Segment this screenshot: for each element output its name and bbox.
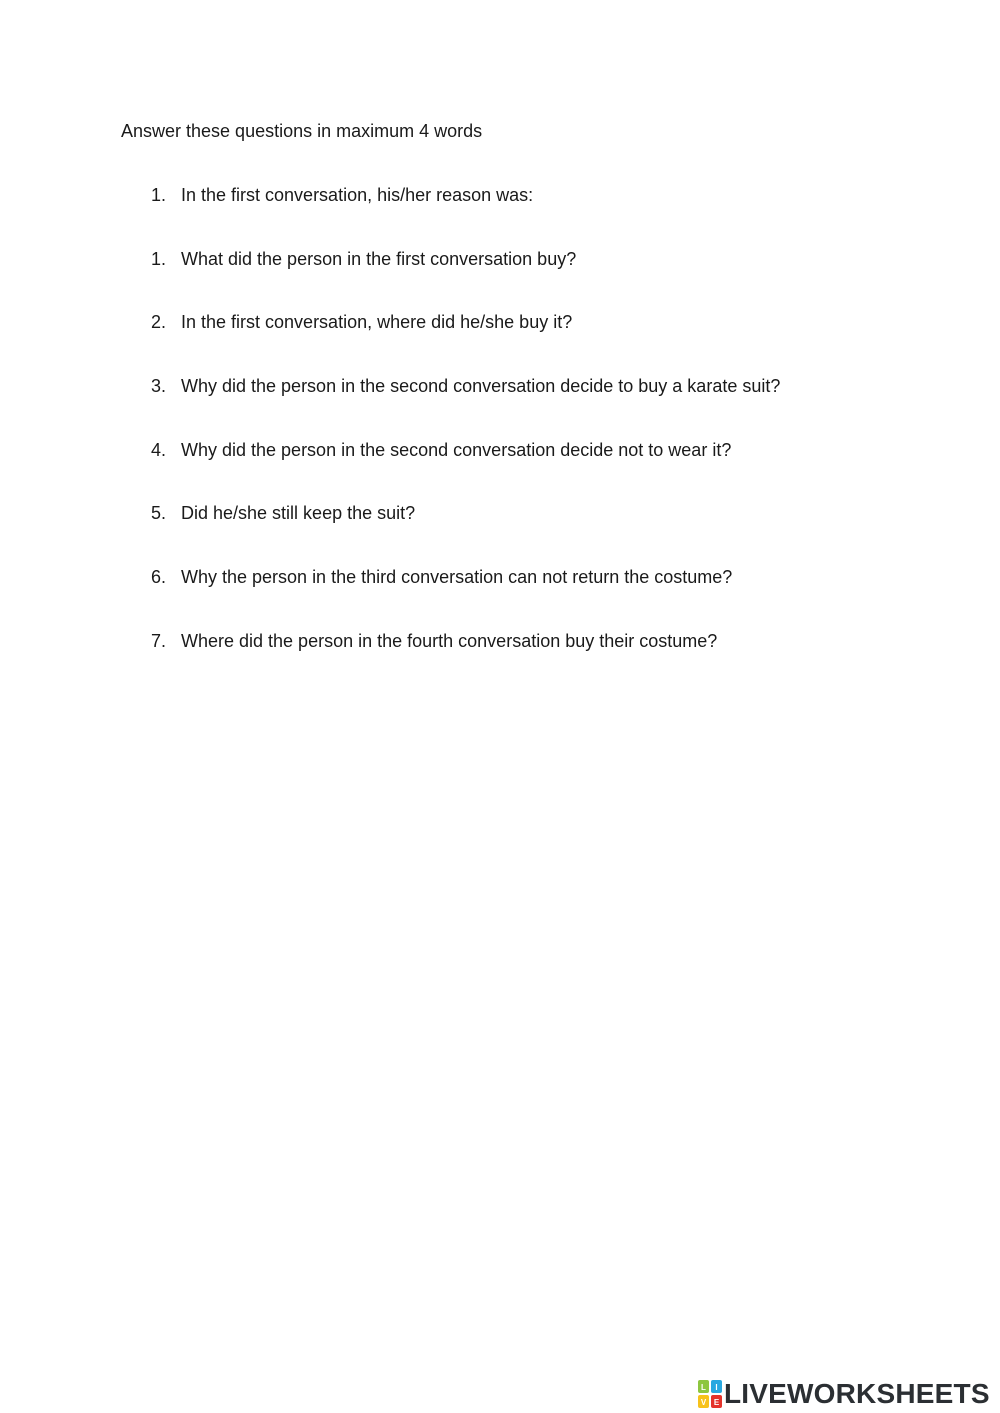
question-number: 1. [151,248,167,269]
question-text: In the first conversation, his/her reason was: [181,185,534,205]
question-number: 1. [151,185,167,205]
svg-text:V: V [700,1398,707,1407]
question-item [0,248,1000,312]
question-text: Why did the person in the second conversation decide to buy a karate suit? [181,376,781,397]
question-number: 7. [151,630,167,651]
question-text: Why the person in the third conversation can not return the costume? [181,567,733,588]
question-item [0,439,1000,503]
svg-text:E: E [713,1398,720,1407]
question-text: What did the person in the first conversation buy? [181,248,577,269]
question-number: 4. [151,439,167,460]
question-number: 5. [151,503,167,524]
question-item [0,566,1000,630]
question-number: 6. [151,567,167,588]
liveworksheets-logo-icon [698,1380,722,1408]
question-text: Why did the person in the second conversation decide not to wear it? [181,439,732,460]
brand-name: LIVEWORKSHEETS [724,1378,990,1409]
question-number: 3. [151,376,167,397]
question-number: 2. [151,312,167,333]
svg-text:L: L [701,1383,706,1392]
instructions: Answer these questions in maximum 4 words [121,121,483,141]
question-item [0,630,1000,694]
question-text: Did he/she still keep the suit? [181,503,416,524]
question-item [0,502,1000,566]
question-text: In the first conversation, where did he/she buy it? [181,312,573,333]
question-item [0,311,1000,375]
question-item [0,184,1000,248]
brand-watermark [698,1378,990,1410]
question-list [0,184,1000,694]
question-text: Where did the person in the fourth conversation buy their costume? [181,630,718,651]
question-item [0,375,1000,439]
svg-text:I: I [715,1383,718,1392]
